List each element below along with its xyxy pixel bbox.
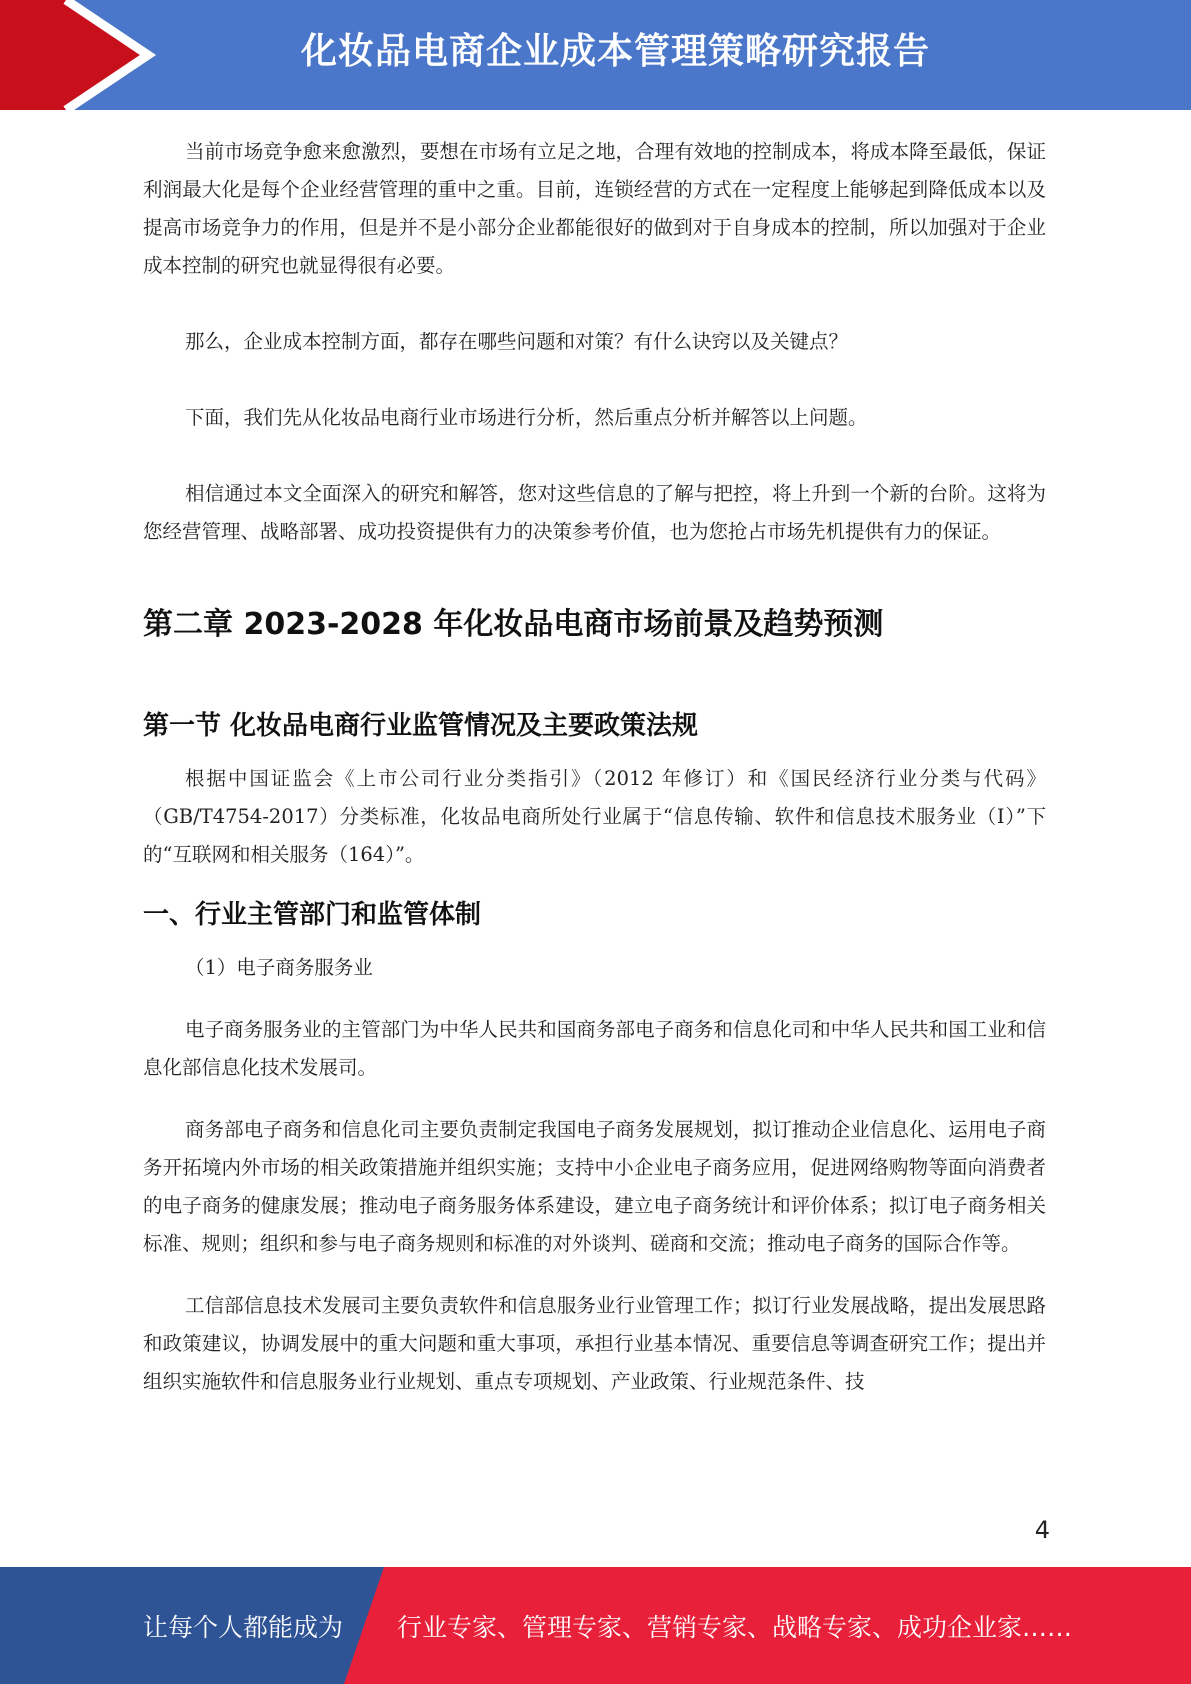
footer-slogan-right: 行业专家、管理专家、营销专家、战略专家、成功企业家…… bbox=[397, 1613, 1073, 1642]
footer-slogan-left: 让每个人都能成为 bbox=[143, 1613, 344, 1642]
subsection-paragraph-3: 工信部信息技术发展司主要负责软件和信息服务业行业管理工作；拟订行业发展战略，提出发展思路和政策建议，协调发展中的重大问题和重大事项，承担行业基本情况、重要信息等调查研究工作；提出并组织实施软件和信息服务业行业规划、重点专项规划、产业政策、行业规范条件、技 bbox=[143, 1294, 1046, 1393]
footer-banner bbox=[0, 1567, 1191, 1684]
page-content bbox=[143, 133, 1046, 1401]
subsection-paragraph-1: 电子商务服务业的主管部门为中华人民共和国商务部电子商务和信息化司和中华人民共和国工业和信息化部信息化技术发展司。 bbox=[143, 1018, 1046, 1079]
subsection-paragraph-2: 商务部电子商务和信息化司主要负责制定我国电子商务发展规划，拟订推动企业信息化、运用电子商务开拓境内外市场的相关政策措施并组织实施；支持中小企业电子商务应用，促进网络购物等面向消费者的电子商务的健康发展；推动电子商务服务体系建设，建立电子商务统计和评价体系；拟订电子商务相关标准、规则；组织和参与电子商务规则和标准的对外谈判、磋商和交流；推动电子商务的国际合作等。 bbox=[143, 1118, 1046, 1255]
page-number: 4 bbox=[1034, 1516, 1050, 1544]
report-title: 化妆品电商企业成本管理策略研究报告 bbox=[300, 31, 930, 72]
section-paragraph-1: 根据中国证监会《上市公司行业分类指引》（2012 年修订）和《国民经济行业分类与代码》（GB/T4754-2017）分类标准，化妆品电商所处行业属于“信息传输、软件和信息技术服务业（I）”下的“互联网和相关服务（164）”。 bbox=[143, 767, 1046, 866]
intro-paragraph-3: 下面，我们先从化妆品电商行业市场进行分析，然后重点分析并解答以上问题。 bbox=[185, 406, 868, 429]
subsection-item-label: （1）电子商务服务业 bbox=[185, 956, 373, 979]
header-banner bbox=[0, 0, 1191, 110]
chapter-title: 第二章 2023-2028 年化妆品电商市场前景及趋势预测 bbox=[143, 607, 884, 642]
subsection-title: 一、行业主管部门和监管体制 bbox=[143, 900, 482, 930]
intro-paragraph-4: 相信通过本文全面深入的研究和解答，您对这些信息的了解与把控，将上升到一个新的台阶。这将为您经营管理、战略部署、成功投资提供有力的决策参考价值，也为您抢占市场先机提供有力的保证。 bbox=[143, 482, 1046, 543]
section-title: 第一节 化妆品电商行业监管情况及主要政策法规 bbox=[143, 711, 699, 741]
intro-paragraph-2: 那么，企业成本控制方面，都存在哪些问题和对策？有什么诀窍以及关键点？ bbox=[185, 330, 849, 353]
intro-paragraph-1: 当前市场竞争愈来愈激烈，要想在市场有立足之地，合理有效地的控制成本，将成本降至最低，保证利润最大化是每个企业经营管理的重中之重。目前，连锁经营的方式在一定程度上能够起到降低成本以及提高市场竞争力的作用，但是并不是小部分企业都能很好的做到对于自身成本的控制，所以加强对于企业成本控制的研究也就显得很有必要。 bbox=[143, 140, 1046, 277]
